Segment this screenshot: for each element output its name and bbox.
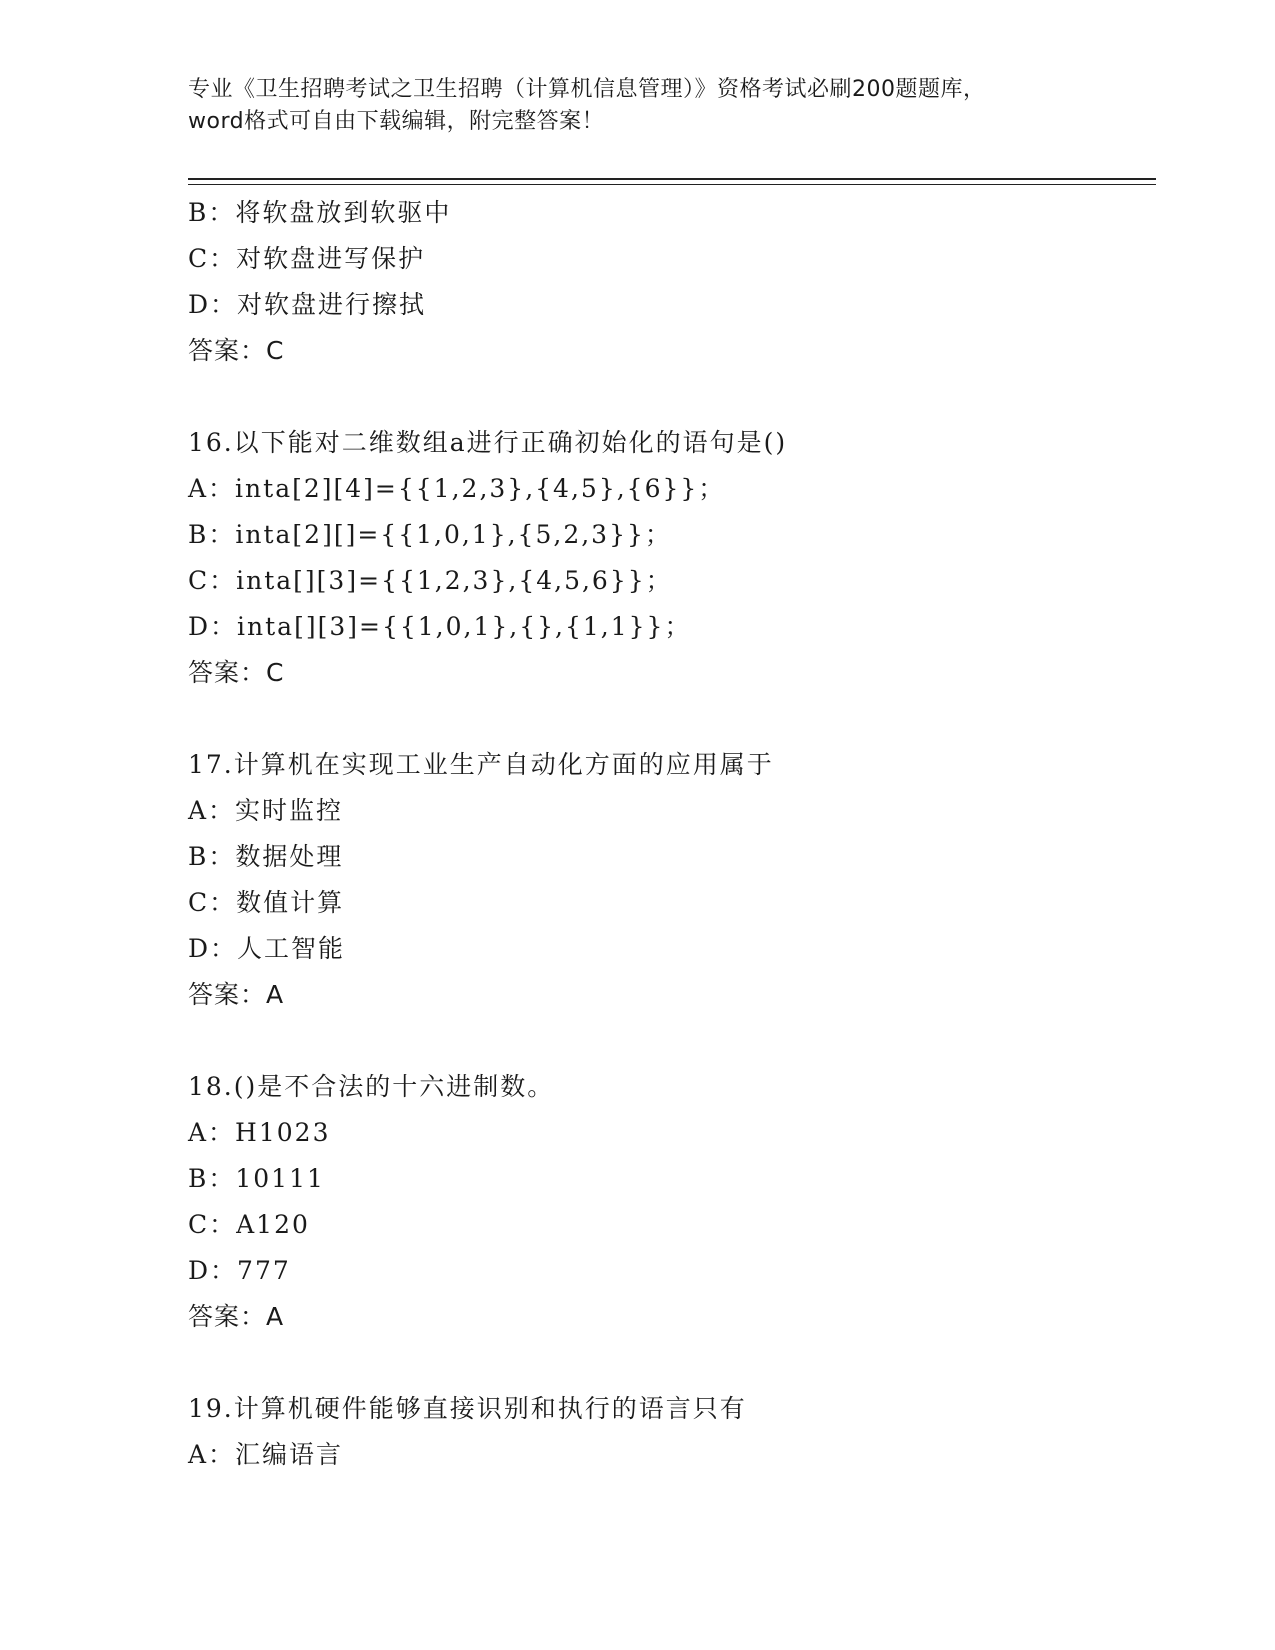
option-line: C：inta[][3]={{1,2,3},{4,5,6}}； [188, 566, 673, 595]
header-divider-thin [188, 184, 1156, 185]
block-spacer [188, 1340, 1156, 1386]
block-spacer [188, 696, 1156, 742]
question-line: 19.计算机硬件能够直接识别和执行的语言只有 [188, 1394, 747, 1423]
option-line: A：inta[2][4]={{1,2,3},{4,5},{6}}； [188, 474, 726, 503]
header-divider-thick [188, 178, 1156, 180]
question-list [188, 190, 1156, 1478]
option-line: B：10111 [188, 1164, 325, 1193]
option-line: B：数据处理 [188, 842, 344, 871]
document-header [188, 74, 1088, 138]
answer-line: 答案：A [188, 1302, 285, 1331]
header-title-line: 专业《卫生招聘考试之卫生招聘（计算机信息管理）》资格考试必刷200题题库， [188, 77, 986, 102]
question-line: 17.计算机在实现工业生产自动化方面的应用属于 [188, 750, 774, 779]
option-line: D：inta[][3]={{1,0,1},{},{1,1}}； [188, 612, 692, 641]
option-line: A：H1023 [188, 1118, 331, 1147]
block-spacer [188, 1018, 1156, 1064]
option-line: C：数值计算 [188, 888, 345, 917]
option-line: C：A120 [188, 1210, 310, 1239]
option-line: A：实时监控 [188, 796, 344, 825]
question-line: 18.()是不合法的十六进制数。 [188, 1072, 555, 1101]
answer-line: 答案：C [188, 658, 285, 687]
question-line: 16.以下能对二维数组a进行正确初始化的语句是() [188, 428, 788, 457]
answer-line: 答案：C [188, 336, 285, 365]
option-line: D：777 [188, 1256, 291, 1285]
option-line: A：汇编语言 [188, 1440, 344, 1469]
option-line: C：对软盘进写保护 [188, 244, 426, 273]
option-line: B：将软盘放到软驱中 [188, 198, 452, 227]
option-line: D：对软盘进行擦拭 [188, 290, 427, 319]
answer-line: 答案：A [188, 980, 285, 1009]
option-line: D：人工智能 [188, 934, 346, 963]
option-line: B：inta[2][]={{1,0,1},{5,2,3}}； [188, 520, 672, 549]
header-subtitle-line: word格式可自由下载编辑，附完整答案！ [188, 109, 605, 134]
block-spacer [188, 374, 1156, 420]
